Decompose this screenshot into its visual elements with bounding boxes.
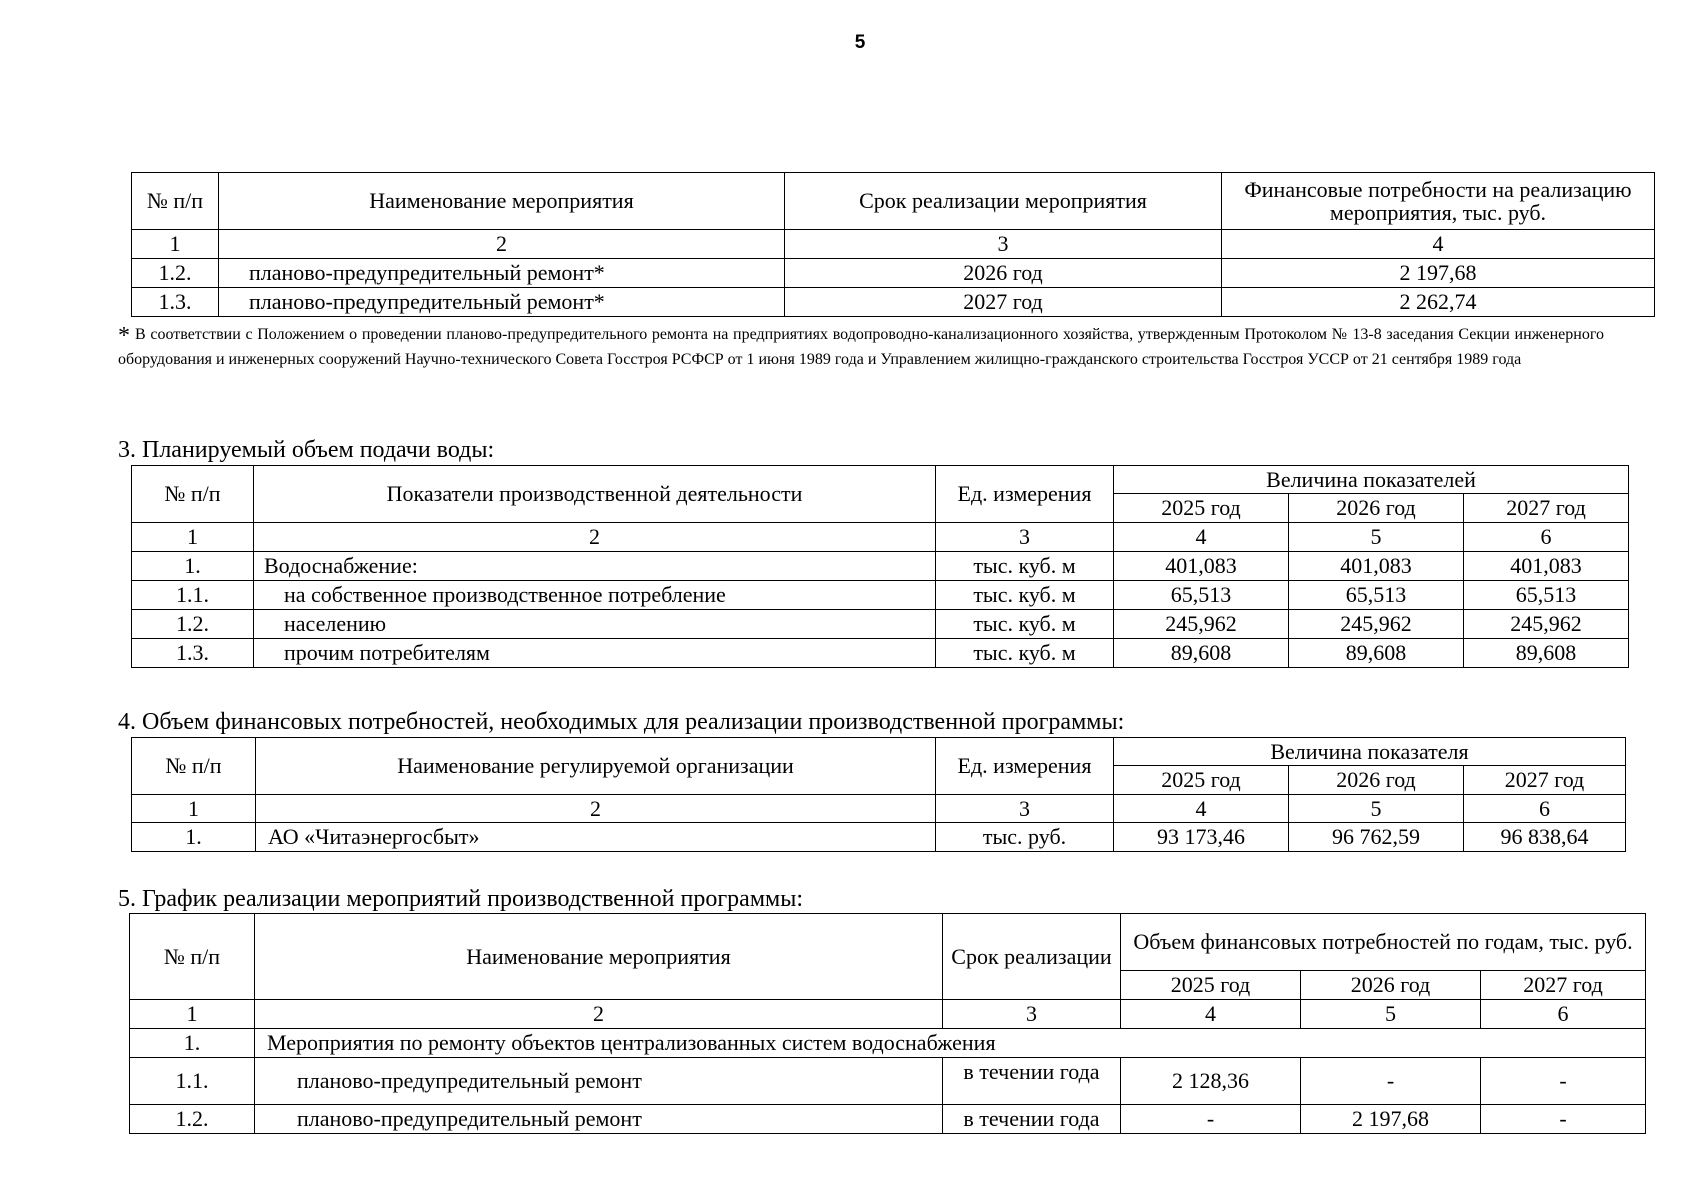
table-row	[132, 823, 1626, 852]
col-header-year: 2027 год	[1481, 971, 1646, 1000]
row-name: планово-предупредительный ремонт	[255, 1058, 943, 1105]
index-cell: 1	[130, 1000, 255, 1029]
row-value: 245,962	[1464, 610, 1629, 639]
table-index-row	[130, 1000, 1646, 1029]
row-name: населению	[254, 610, 936, 639]
col-header-term: Срок реализации мероприятия	[785, 173, 1222, 230]
index-cell: 3	[785, 230, 1222, 259]
table-row	[132, 259, 1655, 288]
row-value: -	[1301, 1058, 1481, 1105]
index-cell: 6	[1464, 523, 1629, 552]
section-3-heading: 3. Планируемый объем подачи воды:	[118, 437, 495, 463]
row-unit: тыс. куб. м	[936, 552, 1114, 581]
row-num: 1.	[130, 1029, 255, 1058]
page-number: 5	[854, 32, 866, 53]
table-row	[130, 1058, 1646, 1105]
row-term: в течении года	[943, 1105, 1121, 1134]
table-row	[132, 639, 1629, 668]
row-unit: тыс. куб. м	[936, 581, 1114, 610]
row-term: 2026 год	[785, 259, 1222, 288]
index-cell: 1	[132, 523, 254, 552]
table-index-row	[132, 795, 1626, 823]
row-num: 1.	[132, 823, 256, 852]
row-value: -	[1121, 1105, 1301, 1134]
table-header-row	[132, 173, 1655, 230]
table-activities-cont	[131, 172, 1655, 317]
footnote	[118, 323, 1604, 372]
row-num: 1.1.	[130, 1058, 255, 1105]
col-header-finance: Финансовые потребности на реализацию мероприятия, тыс. руб.	[1222, 173, 1655, 230]
row-value: 65,513	[1464, 581, 1629, 610]
row-value: -	[1481, 1058, 1646, 1105]
row-value: 401,083	[1464, 552, 1629, 581]
index-cell: 6	[1481, 1000, 1646, 1029]
footnote-text: В соответствии с Положением о проведении планово-предупредительного ремонта на предприятиях водопроводно-канализационного хозяйства, утвержденным Протоколом № 13-8 заседания Секции инженерного оборудования и инженерных сооружений Научно-технического Совета Госстроя РСФСР от 1 июня 1989 года и Управлением жилищно-гражданского строительства Госстроя УССР от 21 сентября 1989 года	[118, 326, 1604, 368]
col-header-group: Величина показателя	[1114, 738, 1626, 766]
table-index-row	[132, 230, 1655, 259]
row-name: планово-предупредительный ремонт*	[219, 288, 785, 317]
row-value: 65,513	[1289, 581, 1464, 610]
table-water-supply	[131, 465, 1629, 668]
row-unit: тыс. руб.	[936, 823, 1114, 852]
index-cell: 4	[1121, 1000, 1301, 1029]
col-header-num: № п/п	[130, 914, 255, 1000]
col-header-unit: Ед. измерения	[936, 738, 1114, 795]
row-value: -	[1481, 1105, 1646, 1134]
index-cell: 3	[943, 1000, 1121, 1029]
col-header-year: 2025 год	[1114, 766, 1289, 795]
table-header-row	[132, 738, 1626, 766]
index-cell: 5	[1289, 795, 1464, 823]
section-4-heading: 4. Объем финансовых потребностей, необходимых для реализации производственной программы:	[118, 709, 1125, 735]
row-value: 2 128,36	[1121, 1058, 1301, 1105]
index-cell: 1	[132, 230, 219, 259]
index-cell: 2	[256, 795, 936, 823]
section-5-heading: 5. График реализации мероприятий производственной программы:	[118, 886, 803, 912]
col-header-year: 2025 год	[1114, 494, 1289, 523]
row-num: 1.2.	[130, 1105, 255, 1134]
row-num: 1.2.	[132, 259, 219, 288]
index-cell: 4	[1222, 230, 1655, 259]
index-cell: 1	[132, 795, 256, 823]
table-financial-needs	[131, 737, 1626, 852]
row-value: 245,962	[1114, 610, 1289, 639]
table-row	[130, 1105, 1646, 1134]
table-header-row	[132, 466, 1629, 494]
row-num: 1.1.	[132, 581, 254, 610]
row-value: 89,608	[1464, 639, 1629, 668]
col-header-group: Объем финансовых потребностей по годам, тыс. руб.	[1121, 914, 1646, 971]
table-index-row	[132, 523, 1629, 552]
col-header-year: 2026 год	[1289, 494, 1464, 523]
index-cell: 4	[1114, 523, 1289, 552]
row-value: 401,083	[1114, 552, 1289, 581]
table-header-row	[130, 914, 1646, 971]
table-row	[132, 581, 1629, 610]
index-cell: 2	[254, 523, 936, 552]
table-schedule	[129, 913, 1646, 1134]
col-header-year: 2026 год	[1289, 766, 1464, 795]
row-num: 1.2.	[132, 610, 254, 639]
row-value: 65,513	[1114, 581, 1289, 610]
col-header-year: 2027 год	[1464, 494, 1629, 523]
row-value: 96 762,59	[1289, 823, 1464, 852]
index-cell: 6	[1464, 795, 1626, 823]
row-value: 245,962	[1289, 610, 1464, 639]
index-cell: 2	[219, 230, 785, 259]
index-cell: 2	[255, 1000, 943, 1029]
index-cell: 3	[936, 523, 1114, 552]
table-row	[132, 610, 1629, 639]
col-header-year: 2027 год	[1464, 766, 1626, 795]
index-cell: 3	[936, 795, 1114, 823]
row-amount: 2 197,68	[1222, 259, 1655, 288]
col-header-num: № п/п	[132, 466, 254, 523]
table-row	[132, 552, 1629, 581]
row-unit: тыс. куб. м	[936, 639, 1114, 668]
row-name: планово-предупредительный ремонт	[255, 1105, 943, 1134]
row-name: прочим потребителям	[254, 639, 936, 668]
col-header-term: Срок реализации	[943, 914, 1121, 1000]
table-group-row	[130, 1029, 1646, 1058]
row-value: 89,608	[1289, 639, 1464, 668]
footnote-star: *	[118, 323, 130, 349]
row-value: 96 838,64	[1464, 823, 1626, 852]
row-value: 89,608	[1114, 639, 1289, 668]
row-name: Водоснабжение:	[254, 552, 936, 581]
col-header-num: № п/п	[132, 173, 219, 230]
col-header-year: 2026 год	[1301, 971, 1481, 1000]
group-title: Мероприятия по ремонту объектов централизованных систем водоснабжения	[255, 1029, 1646, 1058]
index-cell: 5	[1301, 1000, 1481, 1029]
col-header-name: Наименование мероприятия	[219, 173, 785, 230]
row-term: в течении года	[943, 1058, 1121, 1105]
row-num: 1.3.	[132, 288, 219, 317]
row-amount: 2 262,74	[1222, 288, 1655, 317]
col-header-num: № п/п	[132, 738, 256, 795]
index-cell: 4	[1114, 795, 1289, 823]
row-num: 1.3.	[132, 639, 254, 668]
col-header-group: Величина показателей	[1114, 466, 1629, 494]
table-row	[132, 288, 1655, 317]
col-header-name: Наименование регулируемой организации	[256, 738, 936, 795]
row-unit: тыс. куб. м	[936, 610, 1114, 639]
row-num: 1.	[132, 552, 254, 581]
row-value: 401,083	[1289, 552, 1464, 581]
col-header-name: Наименование мероприятия	[255, 914, 943, 1000]
index-cell: 5	[1289, 523, 1464, 552]
row-name: на собственное производственное потребление	[254, 581, 936, 610]
row-org-name: АО «Читаэнергосбыт»	[256, 823, 936, 852]
row-term: 2027 год	[785, 288, 1222, 317]
row-name: планово-предупредительный ремонт*	[219, 259, 785, 288]
col-header-name: Показатели производственной деятельности	[254, 466, 936, 523]
row-value: 93 173,46	[1114, 823, 1289, 852]
col-header-year: 2025 год	[1121, 971, 1301, 1000]
col-header-unit: Ед. измерения	[936, 466, 1114, 523]
row-value: 2 197,68	[1301, 1105, 1481, 1134]
